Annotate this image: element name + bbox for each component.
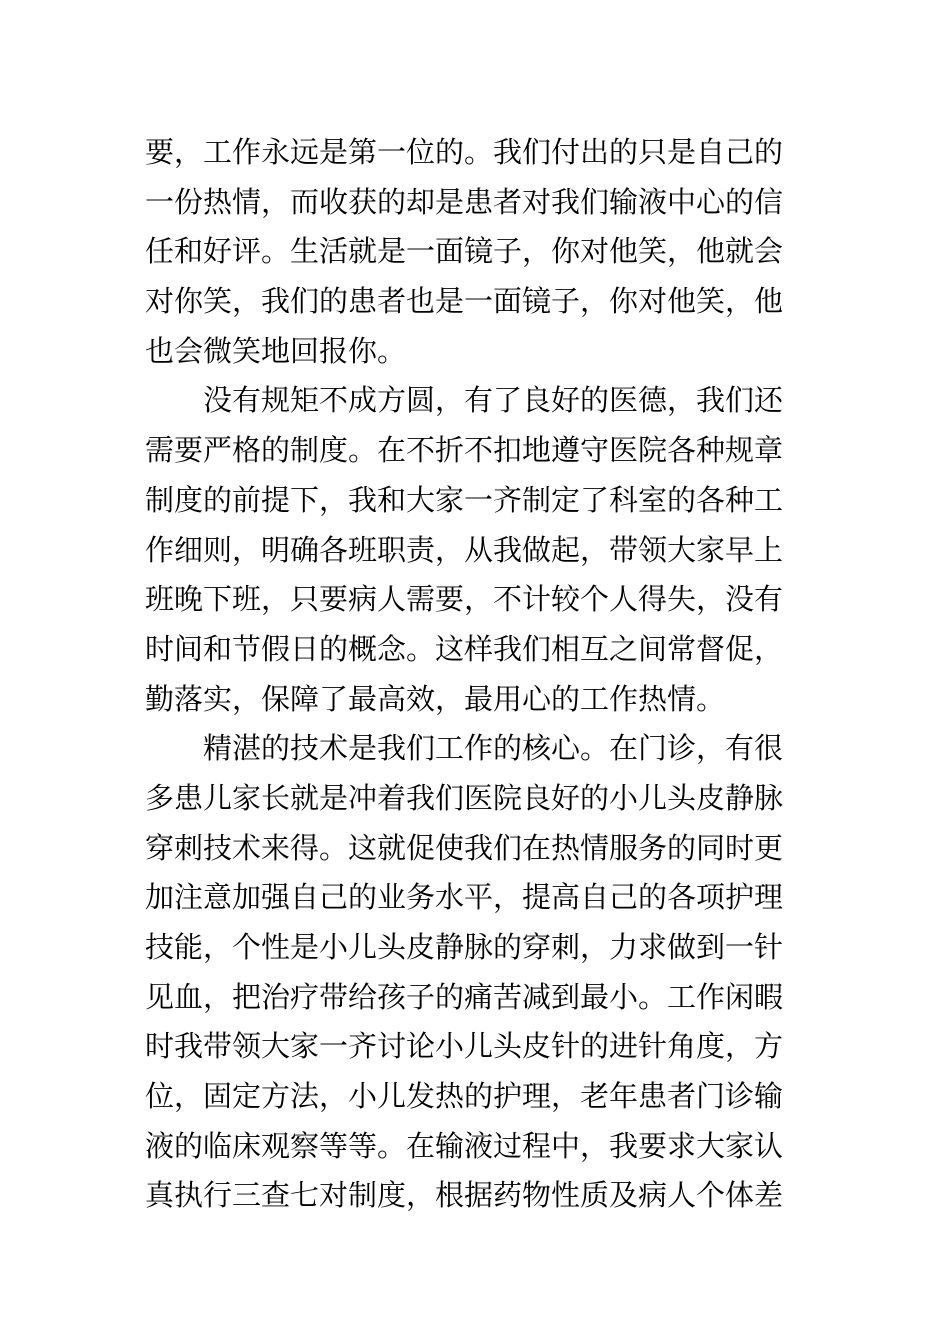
text-line: 液的临床观察等等。在输液过程中，我要求大家认: [145, 1128, 784, 1163]
text-line: 勤落实，保障了最高效，最用心的工作热情。: [145, 681, 726, 716]
paragraph-2: [145, 376, 785, 724]
text-line: 班晚下班，只要病人需要，不计较个人得失，没有: [145, 582, 784, 617]
text-line: 技能，个性是小儿头皮静脉的穿刺，力求做到一针: [145, 930, 784, 964]
paragraph-3: [145, 724, 785, 1221]
text-line: 加注意加强自己的业务水平，提高自己的各项护理: [145, 880, 784, 915]
text-line: 见血，把治疗带给孩子的痛苦减到最小。工作闲暇: [145, 979, 784, 1014]
text-line: 真执行三查七对制度，根据药物性质及病人个体差: [145, 1178, 784, 1213]
text-line: 一份热情，而收获的却是患者对我们输液中心的信: [145, 184, 784, 219]
text-line: 位，固定方法，小儿发热的护理，老年患者门诊输: [145, 1079, 784, 1114]
text-line: 多患儿家长就是冲着我们医院良好的小儿头皮静脉: [145, 780, 784, 815]
text-line: 要，工作永远是第一位的。我们付出的只是自己的: [145, 135, 784, 169]
text-line: 时间和节假日的概念。这样我们相互之间常督促，: [145, 631, 784, 666]
text-line: 需要严格的制度。在不折不扣地遵守医院各种规章: [145, 433, 784, 468]
text-line: 时我带领大家一齐讨论小儿头皮针的进针角度，方: [145, 1029, 784, 1064]
text-line: 对你笑，我们的患者也是一面镜子，你对他笑，他: [145, 284, 784, 319]
text-line: 穿刺技术来得。这就促使我们在热情服务的同时更: [145, 830, 784, 865]
paragraph-1: [145, 128, 785, 376]
text-line: 也会微笑地回报你。: [145, 333, 407, 368]
text-line: 精湛的技术是我们工作的核心。在门诊，有很: [203, 731, 784, 766]
text-line: 作细则，明确各班职责，从我做起，带领大家早上: [145, 532, 784, 567]
text-line: 没有规矩不成方圆，有了良好的医德，我们还: [203, 383, 784, 418]
body-text: [145, 128, 785, 1221]
text-line: 制度的前提下，我和大家一齐制定了科室的各种工: [145, 482, 784, 517]
text-line: 任和好评。生活就是一面镜子，你对他笑，他就会: [145, 234, 784, 269]
